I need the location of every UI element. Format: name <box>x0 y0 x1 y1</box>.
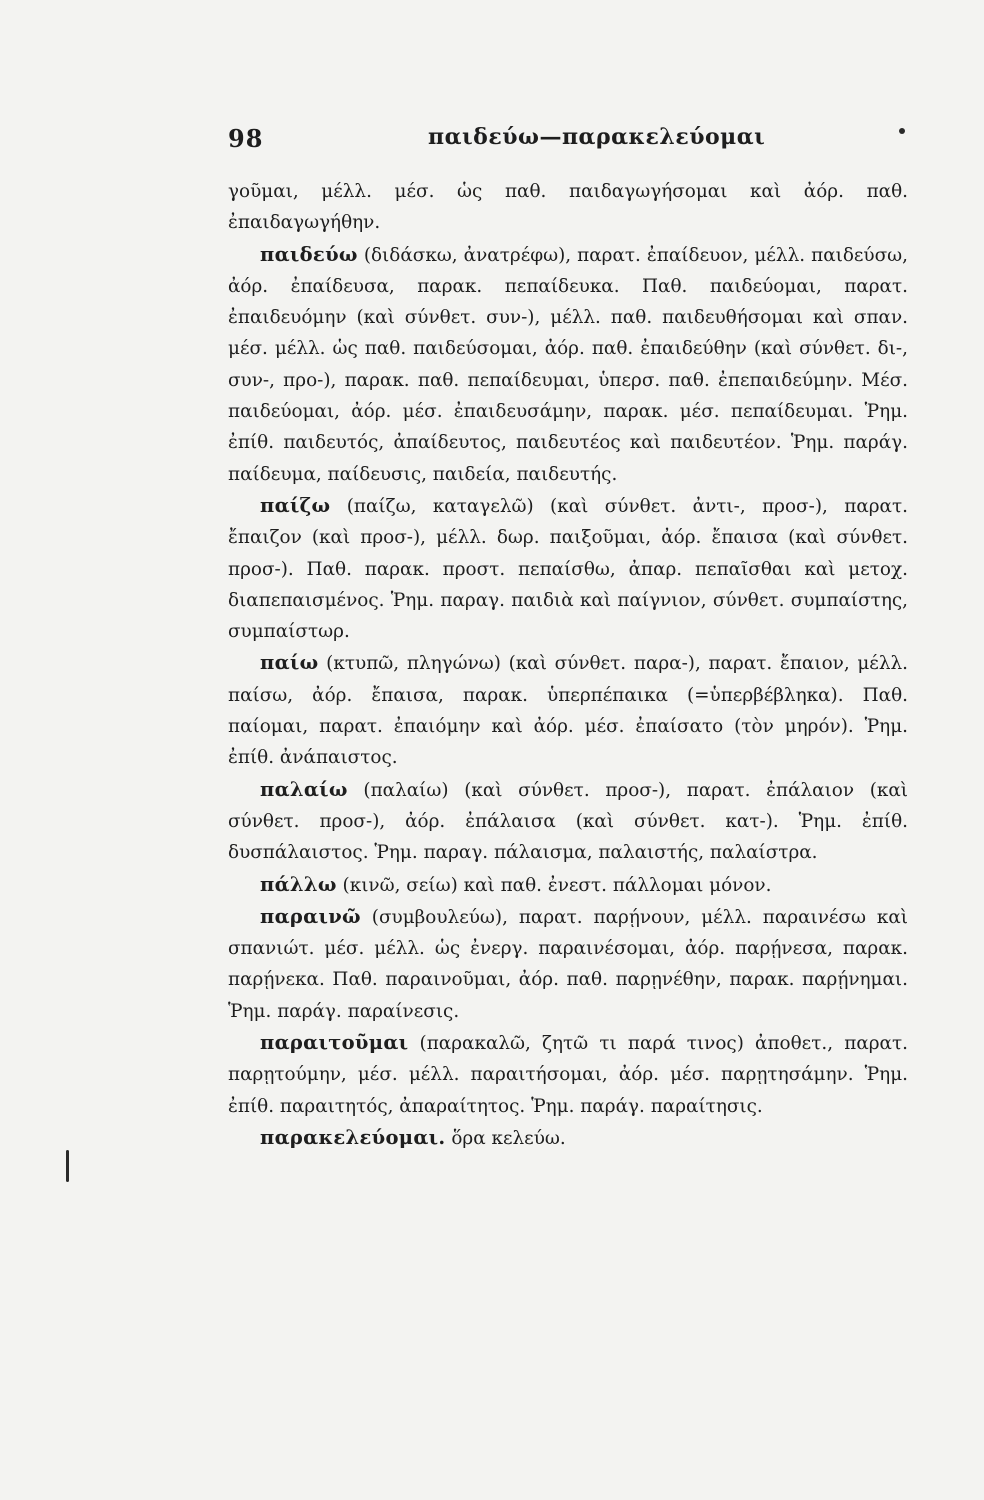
entry-text: (κτυπῶ, πληγώνω) (καὶ σύνθετ. παρα-), παρατ. ἔπαιον, μέλλ. παίσω, ἀόρ. ἔπαισα, παρακ. ὑπερπέπαικα (=ὑπερβέβληκα). Παθ. παίομαι, παρατ. ἐπαιόμην καὶ ἀόρ. μέσ. ἐπαίσατο (τὸν μηρόν). Ῥημ. ἐπίθ. ἀνάπαιστος. <box>228 653 908 769</box>
entry-text: (διδάσκω, ἀνατρέφω), παρατ. ἐπαίδευον, μέλλ. παιδεύσω, ἀόρ. ἐπαίδευσα, παρακ. πεπαίδευκα. Παθ. παιδεύομαι, παρατ. ἐπαιδευόμην (καὶ σύνθετ. συν-), μέλλ. παθ. παιδευθήσομαι καὶ σπαν. μέσ. μέλλ. ὡς παθ. παιδεύσομαι, ἀόρ. παθ. ἐπαιδεύθην (καὶ σύνθετ. δι-, συν-, προ-), παρακ. παθ. πεπαίδευμαι, ὑπερσ. παθ. ἐπεπαιδεύμην. Μέσ. παιδεύομαι, ἀόρ. μέσ. ἐπαιδευσάμην, παρακ. μέσ. πεπαίδευμαι. Ῥημ. ἐπίθ. παιδευτός, ἀπαίδευτος, παιδευτέος καὶ παιδευτέον. Ῥημ. παράγ. παίδευμα, παίδευσις, παιδεία, παιδευτής. <box>228 244 908 485</box>
page-header <box>228 124 788 160</box>
entry-text: γοῦμαι, μέλλ. μέσ. ὡς παθ. παιδαγωγήσομαι καὶ ἀόρ. παθ. ἐπαιδαγωγήθην. <box>228 181 908 234</box>
entry-paraitoumai <box>228 1027 908 1122</box>
entry-lemma: παλαίω <box>260 777 348 801</box>
entry-continuation <box>228 176 908 239</box>
entry-text: (παίζω, καταγελῶ) (καὶ σύνθετ. ἀντι-, προσ-), παρατ. ἔπαιζον (καὶ προσ-), μέλλ. δωρ. παιξοῦμαι, ἀόρ. ἔπαισα (καὶ σύνθετ. προσ-). Παθ. παρακ. προστ. πεπαίσθω, ἀπαρ. πεπαῖσθαι καὶ μετοχ. διαπεπαισμένος. Ῥημ. παραγ. παιδιὰ καὶ παίγνιον, σύνθετ. συμπαίστης, συμπαίστωρ. <box>228 495 908 643</box>
page-number: 98 <box>228 124 264 153</box>
entry-lemma: παίω <box>260 651 319 675</box>
entry-lemma: παιδεύω <box>260 242 358 266</box>
entry-text: (παλαίω) (καὶ σύνθετ. προσ-), παρατ. ἐπάλαιον (καὶ σύνθετ. προσ-), ἀόρ. ἐπάλαισα (καὶ σύνθετ. κατ-). Ῥημ. ἐπίθ. δυσπάλαιστος. Ῥημ. παραγ. πάλαισμα, παλαιστής, παλαίστρα. <box>228 779 908 864</box>
entry-parakeleuomai <box>228 1122 908 1154</box>
ink-speck <box>899 128 905 134</box>
entry-lemma: πάλλω <box>260 872 337 896</box>
entry-paio <box>228 647 908 773</box>
entry-lemma: παραινῶ <box>260 904 361 928</box>
entry-pallo <box>228 869 908 901</box>
entry-paizo <box>228 490 908 647</box>
entry-text: (κινῶ, σείω) καὶ παθ. ἐνεστ. πάλλομαι μόνον. <box>336 874 772 896</box>
running-head: παιδεύω—παρακελεύομαι <box>428 124 766 150</box>
entry-paideuo <box>228 239 908 490</box>
entry-paraino <box>228 901 908 1027</box>
entry-text: ὅρα κελεύω. <box>445 1127 566 1149</box>
entry-lemma: παίζω <box>260 493 331 517</box>
ink-speck <box>66 1150 69 1182</box>
entry-text: (συμβουλεύω), παρατ. παρῄνουν, μέλλ. παραινέσω καὶ σπανιώτ. μέσ. μέλλ. ὡς ἐνεργ. παραινέσομαι, ἀόρ. παρῄνεσα, παρακ. παρῄνεκα. Παθ. παραινοῦμαι, ἀόρ. παθ. παρῃνέθην, παρακ. παρῄνημαι. Ῥημ. παράγ. παραίνεσις. <box>228 906 908 1022</box>
dictionary-body <box>228 176 908 1154</box>
entry-palaio <box>228 774 908 869</box>
entry-lemma: παραιτοῦμαι <box>260 1031 409 1055</box>
entry-lemma: παρακελεύομαι. <box>260 1125 446 1149</box>
entry-text: (παρακαλῶ, ζητῶ τι παρά τινος) ἀποθετ., παρατ. παρῃτούμην, μέσ. μέλλ. παραιτήσομαι, ἀόρ. μέσ. παρῃτησάμην. Ῥημ. ἐπίθ. παραιτητός, ἀπαραίτητος. Ῥημ. παράγ. παραίτησις. <box>228 1033 908 1117</box>
